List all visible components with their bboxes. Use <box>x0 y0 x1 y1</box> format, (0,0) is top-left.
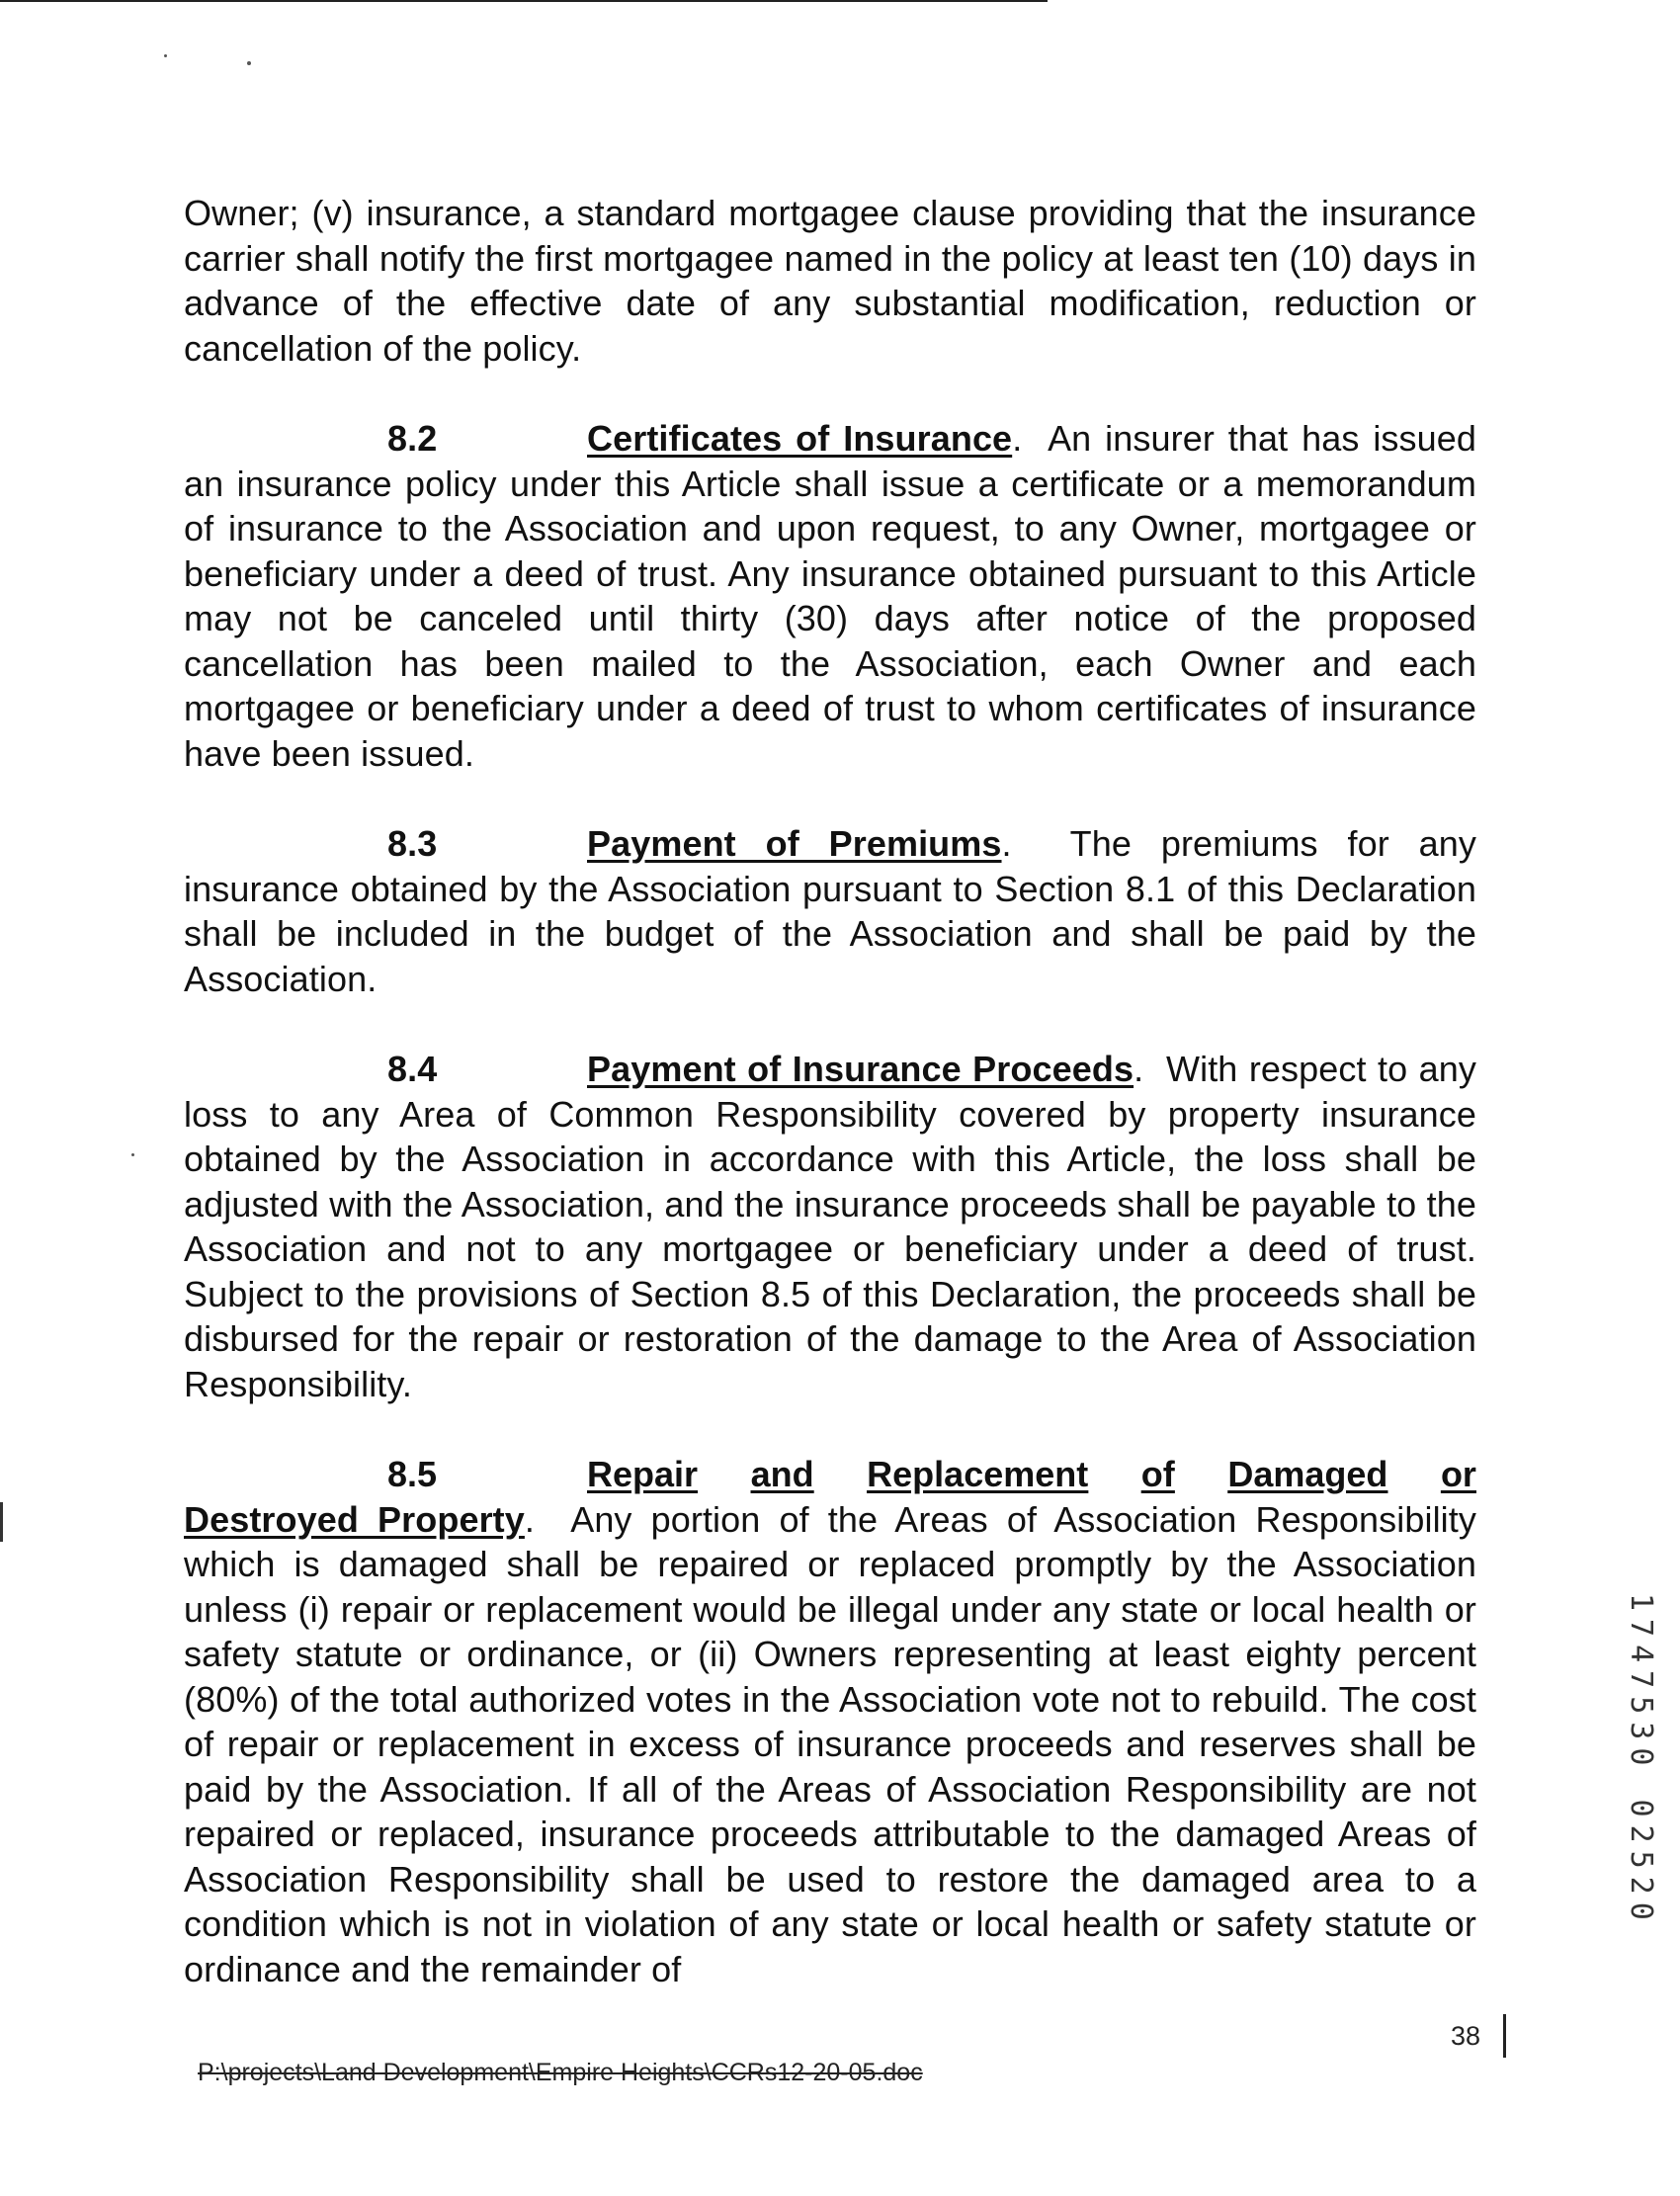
section-8-4: 8.4 Payment of Insurance Proceeds. With respect to any loss to any Area of Common Responsibility covered by property insurance obtained by the Association in accordance with this Article, the loss shall be adjusted with the Association, and the insurance proceeds shall be payable to the Association and not to any mortgagee or beneficiary under a deed of trust. Subject to the provisions of Section 8.5 of this Declaration, the proceeds shall be disbursed for the repair or restoration of the damage to the Area of Association Responsibility. <box>184 1049 1476 1404</box>
section-heading-line <box>184 1452 1476 1497</box>
section-heading: Payment of Insurance Proceeds <box>587 1049 1134 1089</box>
scan-speck <box>247 61 251 65</box>
paragraph-intro <box>184 191 1476 371</box>
heading-word: Damaged <box>1227 1454 1388 1494</box>
page-number-bar <box>1503 2014 1506 2058</box>
section-heading: Destroyed Property <box>184 1498 525 1540</box>
recording-stamp <box>1617 1593 1666 1928</box>
section-body: The premiums for any insurance obtained by the Association pursuant to Section 8.1 of this Declaration shall be included in the budget of the Association and shall be paid by the Association. <box>184 823 1477 999</box>
top-scan-rule <box>0 0 1048 2</box>
section-body: Any portion of the Areas of Association Responsibility which is damaged shall be repaired or replaced promptly by the Association unless (i) repair or replacement would be illegal under any state or local health or safety statute or ordinance, or (ii) Owners representing at least eighty percent (80%) of the total authorized votes in the Association vote not to rebuild. The cost of repair or replacement in excess of insurance proceeds and reserves shall be paid by the Association. If all of the Areas of Association Responsibility are not repaired or replaced, insurance proceeds attributable to the damaged Areas of Association Responsibility shall be used to restore the damaged area to a condition which is not in violation of any state or local health or safety statute or ordinance and the remainder of <box>184 1498 1476 1989</box>
section-number: 8.3 <box>387 823 438 864</box>
section-number: 8.4 <box>387 1049 438 1089</box>
section-heading: Certificates of Insurance <box>587 418 1013 459</box>
section-8-5-text: Destroyed Property. Any portion of the Areas of Association Responsibility which is damaged shall be repaired or replaced promptly by the Association unless (i) repair or replacement would be illegal under any state or local health or safety statute or ordinance, or (ii) Owners representing at least eighty percent (80%) of the total authorized votes in the Association vote not to rebuild. The cost of repair or replacement in excess of insurance proceeds and reserves shall be paid by the Association. If all of the Areas of Association Responsibility are not repaired or replaced, insurance proceeds attributable to the damaged Areas of Association Responsibility shall be used to restore the damaged area to a condition which is not in violation of any state or local health or safety statute or ordinance and the remainder of <box>184 1498 1476 1989</box>
paragraph-intro-text: Owner; (v) insurance, a standard mortgagee clause providing that the insurance carrier shall notify the first mortgagee named in the policy at least ten (10) days in advance of the effective date of any substantial modification, reduction or cancellation of the policy. <box>184 193 1476 369</box>
heading-word: Replacement <box>867 1454 1089 1494</box>
heading-word: or <box>1440 1454 1476 1494</box>
heading-word: and <box>750 1454 814 1494</box>
footer-file-path: P:\projects\Land Development\Empire Heights\CCRs12-20-05.doc <box>198 2059 923 2086</box>
section-heading: Payment of Premiums <box>587 823 1002 864</box>
section-8-2: 8.2 Certificates of Insurance. An insurer that has issued an insurance policy under this Article shall issue a certificate or a memorandum of insurance to the Association and upon request, to any Owner, mortgagee or beneficiary under a deed of trust. Any insurance obtained pursuant to this Article may not be canceled until thirty (30) days after notice of the proposed cancellation has been mailed to the Association, each Owner and each mortgagee or beneficiary under a deed of trust to whom certificates of insurance have been issued. <box>184 418 1476 774</box>
section-heading-words <box>587 1452 1476 1497</box>
scan-speck <box>164 54 167 57</box>
section-body: An insurer that has issued an insurance policy under this Article shall issue a certificate or a memorandum of insurance to the Association and upon request, to any Owner, mortgagee or beneficiary under a deed of trust. Any insurance obtained pursuant to this Article may not be canceled until thirty (30) days after notice of the proposed cancellation has been mailed to the Association, each Owner and each mortgagee or beneficiary under a deed of trust to whom certificates of insurance have been issued. <box>184 418 1476 774</box>
heading-word: Repair <box>587 1454 699 1494</box>
recording-stamp-text: 1747530 02520 <box>1624 1593 1658 1928</box>
section-8-5 <box>184 1452 1476 1991</box>
section-8-3: 8.3 Payment of Premiums. The premiums for any insurance obtained by the Association pursuant to Section 8.1 of this Declaration shall be included in the budget of the Association and shall be paid by the Association. <box>184 823 1477 999</box>
section-body: With respect to any loss to any Area of Common Responsibility covered by property insurance obtained by the Association in accordance with this Article, the loss shall be adjusted with the Association, and the insurance proceeds shall be payable to the Association and not to any mortgagee or beneficiary under a deed of trust. Subject to the provisions of Section 8.5 of this Declaration, the proceeds shall be disbursed for the repair or restoration of the damage to the Area of Association Responsibility. <box>184 1049 1476 1404</box>
heading-word: of <box>1140 1454 1175 1494</box>
document-body <box>184 191 1476 1991</box>
scan-speck <box>131 1153 134 1156</box>
page-number: 38 <box>1451 2021 1481 2051</box>
section-number: 8.5 <box>387 1454 438 1494</box>
scan-edge-mark <box>0 1502 3 1542</box>
section-number: 8.2 <box>387 418 438 459</box>
